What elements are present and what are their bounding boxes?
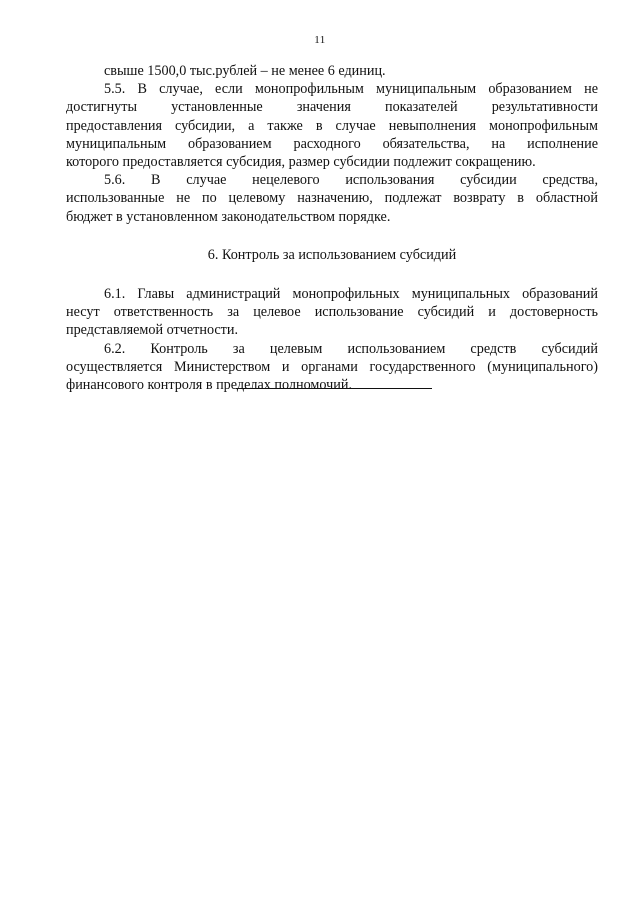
text-line: достигнуты установленные значения показателей результативности — [66, 99, 598, 116]
document-body — [66, 62, 598, 394]
paragraph-6-2 — [66, 340, 598, 395]
text-line: осуществляется Министерством и органами государственного (муниципального) — [66, 358, 598, 375]
paragraph-5-4-tail — [66, 62, 598, 80]
text-line: несут ответственность за целевое использование субсидий и достоверность — [66, 304, 598, 321]
text-line: бюджет в установленном законодательством порядке. — [66, 208, 391, 225]
text-line: 6.2. Контроль за целевым использованием средств субсидий — [104, 340, 598, 357]
paragraph-5-6 — [66, 171, 598, 226]
text-line: предоставления субсидии, а также в случае невыполнения монопрофильным — [66, 117, 598, 134]
paragraph-6-1 — [66, 285, 598, 340]
text-line: представляемой отчетности. — [66, 322, 239, 339]
text-line: финансового контроля в пределах полномочий. — [66, 377, 352, 394]
text-line: 6.1. Главы администраций монопрофильных муниципальных образований — [104, 286, 598, 303]
text-line: муниципальным образованием расходного обязательства, на исполнение — [66, 135, 598, 152]
text-line: свыше 1500,0 тыс.рублей – не менее 6 единиц. — [104, 63, 386, 79]
text-line: использованные не по целевому назначению, подлежат возврату в областной — [66, 190, 598, 207]
text-line: 5.6. В случае нецелевого использования субсидии средства, — [104, 172, 598, 189]
text-line: 5.5. В случае, если монопрофильным муниципальным образованием не — [104, 81, 598, 98]
text-line: которого предоставляется субсидия, размер субсидии подлежит сокращению. — [66, 154, 536, 171]
end-divider-line — [236, 388, 432, 389]
section-6-title: 6. Контроль за использованием субсидий — [207, 246, 457, 263]
page-number: 11 — [314, 34, 326, 46]
paragraph-5-5 — [66, 80, 598, 171]
